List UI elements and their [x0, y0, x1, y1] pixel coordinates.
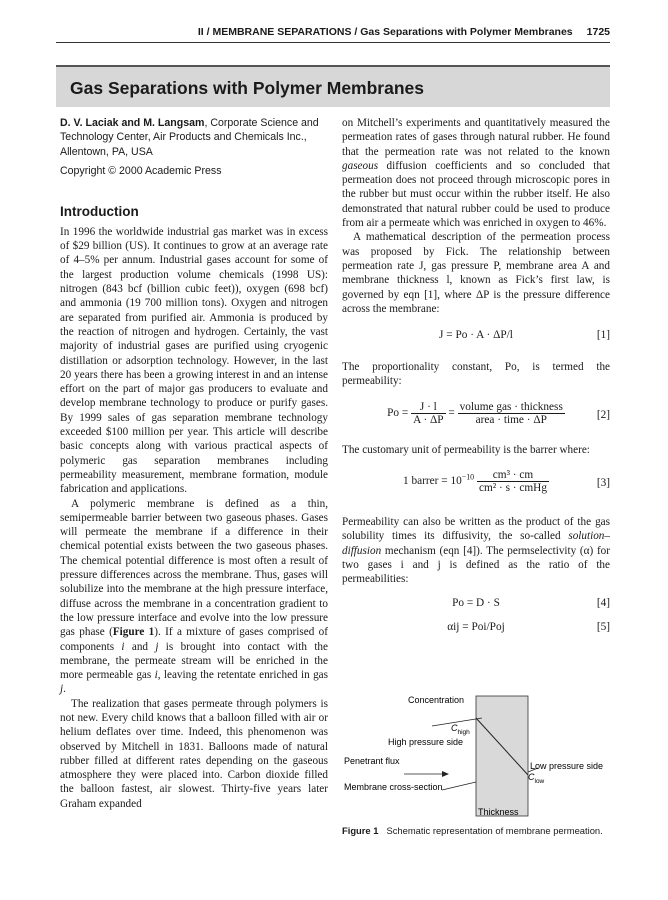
label-concentration: Concentration — [408, 695, 465, 705]
left-column — [60, 116, 328, 811]
running-header — [56, 26, 610, 38]
figure-reference[interactable]: Figure 1 — [112, 626, 155, 639]
membrane-cross-section-shape — [476, 696, 528, 816]
equation-4-expression: Po = D · S — [452, 596, 500, 609]
equation-3-number: [3] — [596, 477, 610, 490]
figure-1-caption — [342, 825, 612, 836]
label-high-pressure-side: High pressure side — [388, 737, 464, 747]
equation-2 — [342, 401, 610, 433]
figure-caption-label: Figure 1 — [342, 825, 379, 836]
equation-3-expression: 1 barrer = $10^{-10}$ $\frac{\text{cm³ · cm}}{\text{cm² · s · cmHg}}$ — [403, 469, 547, 495]
label-low-pressure-side: Low pressure side — [530, 761, 604, 771]
label-membrane-cross-section: Membrane cross-section — [344, 782, 443, 792]
title-bar — [56, 65, 610, 107]
right-paragraph-1: on Mitchell’s experiments and quantitatively measured the permeation rates of gases through natural rubber. He found that the permeation rate was not related to the known gaseous diffusion coefficients and so concluded that permeation does not proceed through microscopic pores in the rubber but must occur within the rubber itself. He also demonstrated that natural rubber could be used to produce from air a permeate which was enriched in oxygen to 46%. — [342, 117, 610, 230]
equation-5-expression: αij = Poi/Poj — [447, 620, 505, 633]
right-column — [342, 116, 610, 639]
equation-2-expression: Po = $\frac{J \cdot l}{A \cdot \Delta P}$ = $\frac{\text{volume gas · thickness}}{\text{area · time · ΔP}}$ — [387, 400, 563, 426]
intro-paragraph-2: A polymeric membrane is defined as a thin, semipermeable barrier between two gaseous phases. Gases will permeate the membrane if a difference in their chemical potential exists between the two gaseous phases. The chemical potential difference is most often a result of pressure differences across the membrane. Thus, gases will solubilize into the membrane at the high pressure interface, diffuse across the membrane in a concentration gradient to the low pressure interface and evolve into the low pressure gas phase (Figure 1). If a mixture of gases comprised of components i and j is brought into contact with the membrane, the permeate stream will be enriched in the more permeable gas i, leaving the retentate enriched in gas j. — [60, 497, 328, 696]
intro-paragraph-3: The realization that gases permeate through polymers is not new. Every child knows that a balloon filled with air or helium deflates over time. Indeed, this phenomenon was observed by Mitchell in 1831. Balloons made of natural rubber filled at different rates depending on the gaseous atmosphere they were placed into. Carbon dioxide filled the balloon fastest, air slowest. Thirty-five years later Graham expanded — [60, 697, 328, 810]
equation-4 — [342, 597, 610, 615]
equation-5 — [342, 621, 610, 639]
page-number: 1725 — [586, 26, 610, 38]
header-rule — [56, 42, 610, 43]
label-thickness: Thickness — [478, 807, 519, 817]
label-penetrant-flux: Penetrant flux — [344, 756, 400, 766]
equation-1-number: [1] — [596, 329, 610, 342]
authors: D. V. Laciak and M. Langsam — [60, 117, 205, 129]
equation-1-expression: J = Po · A · ΔP/l — [439, 329, 513, 342]
affiliation: , Corporate Science and Technology Center, Air Products and Chemicals Inc., Allentown, PA, USA — [60, 117, 319, 158]
intro-paragraph-1: In 1996 the worldwide industrial gas market was in excess of $29 billion (US). It continues to grow at an average rate of 4–5% per annum. Industrial gases account for some of the largest production volume chemicals (1998 US): nitrogen (843 bcf (billion cubic feet)), oxygen (698 bcf) and ammonia (19 700 million tons). Oxygen and nitrogen are separated from purified air. Ammonia is produced by the reaction of nitrogen and hydrogen. Certainly, the vast majority of industrial gases are purified using cryogenic distillation or adsorption technology. However, in the last 20 years there has been a growing interest in and an intense effort on the part of major gas producers to evaluate and develop membrane technology to produce or purify gases. By 1999 sales of gas separation membrane technology exceeded $100 million per year. This article will describe basic concepts along with various practical aspects of polymeric gas separation membranes including permeability measurement, membrane formation, module fabrication and applications. — [60, 225, 328, 496]
figure-caption-text: Schematic representation of membrane permeation. — [386, 825, 603, 836]
label-c-low: $C_{low}$ — [528, 772, 545, 785]
equation-1 — [342, 329, 610, 347]
flux-arrowhead — [442, 771, 449, 777]
label-c-high: $C_{high}$ — [451, 723, 470, 736]
equation-2-number: [2] — [596, 408, 610, 421]
equation-5-number: [5] — [596, 620, 610, 633]
cross-section-leader-line — [442, 782, 476, 790]
right-paragraph-5: Permeability can also be written as the product of the gas solubility times its diffusivity, the so-called solution–diffusion mechanism (eqn [4]). The permselectivity (α) for two gases i and j is defined as the ratio of the permeabilities: — [342, 516, 610, 586]
running-title: II / MEMBRANE SEPARATIONS / Gas Separations with Polymer Membranes — [197, 26, 573, 38]
article-title: Gas Separations with Polymer Membranes — [70, 78, 425, 98]
right-paragraph-3: The proportionality constant, Po, is termed the permeability: — [342, 361, 610, 388]
author-block — [60, 116, 328, 159]
right-paragraph-2: A mathematical description of the permeation process was proposed by Fick. The relationship between permeation rate J, gas pressure P, membrane area A and membrane thickness l, known as Fick’s first law, is governed by eqn [1], where ΔP is the pressure difference across the membrane: — [342, 231, 610, 315]
equation-4-number: [4] — [596, 596, 610, 609]
figure-1-diagram — [342, 690, 612, 840]
section-heading-introduction: Introduction — [60, 203, 139, 219]
copyright: Copyright © 2000 Academic Press — [60, 164, 222, 177]
right-paragraph-4: The customary unit of permeability is the barrer where: — [342, 443, 590, 456]
equation-3 — [342, 469, 610, 501]
